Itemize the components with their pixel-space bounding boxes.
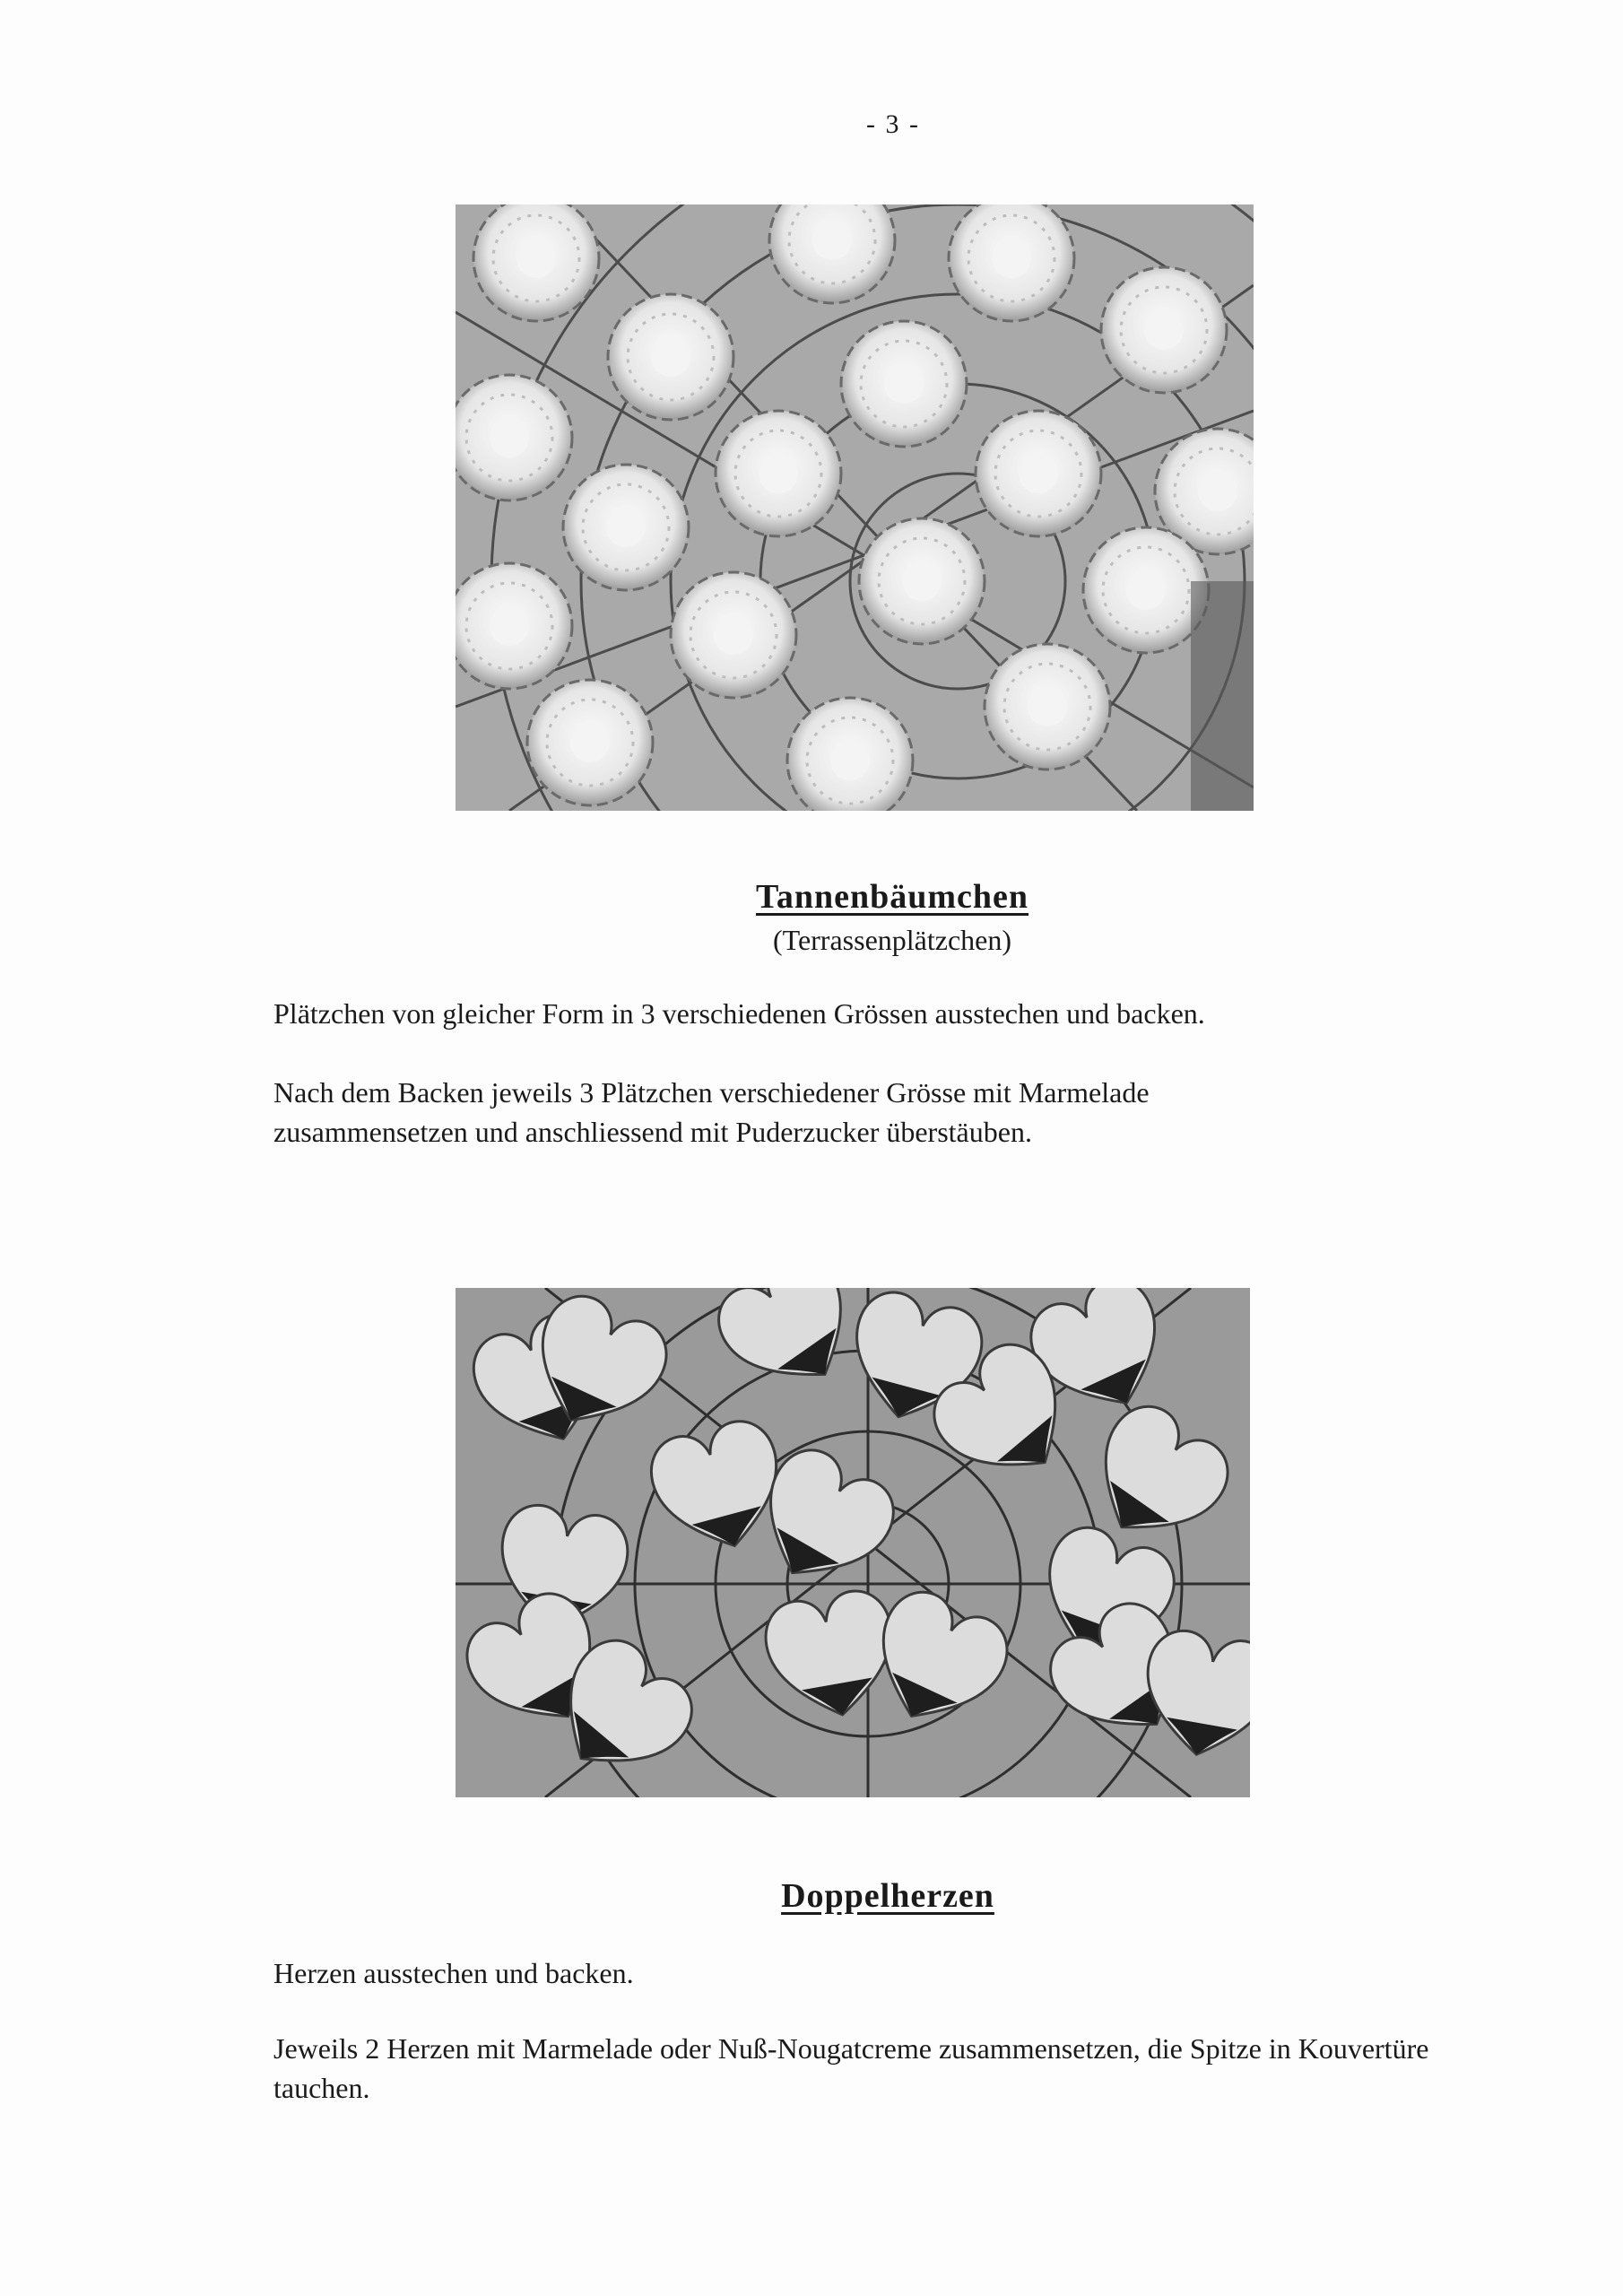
cookie-photo-doppelherzen (456, 1288, 1250, 1797)
page-number: - 3 - (866, 109, 920, 139)
instruction-paragraph: Nach dem Backen jeweils 3 Plätzchen verschiedener Grösse mit Marmelade zusammensetzen und anschliessend mit Puderzucker überstäuben. (273, 1076, 1150, 1148)
instruction-paragraph: Plätzchen von gleicher Form in 3 verschiedenen Grössen ausstechen und backen. (273, 997, 1205, 1030)
recipe-title-tannenbaeumchen: Tannenbäumchen (755, 878, 1029, 916)
recipe-subtitle: (Terrassenplätzchen) (772, 924, 1012, 956)
cookie-photo-tannenbaeumchen (456, 204, 1254, 811)
recipe-title-doppelherzen: Doppelherzen (781, 1877, 994, 1915)
instruction-paragraph: Herzen ausstechen und backen. (273, 1957, 634, 1989)
instruction-paragraph: Jeweils 2 Herzen mit Marmelade oder Nuß-Nougatcreme zusammensetzen, die Spitze in Kouvertüre tauchen. (273, 2032, 1429, 2104)
